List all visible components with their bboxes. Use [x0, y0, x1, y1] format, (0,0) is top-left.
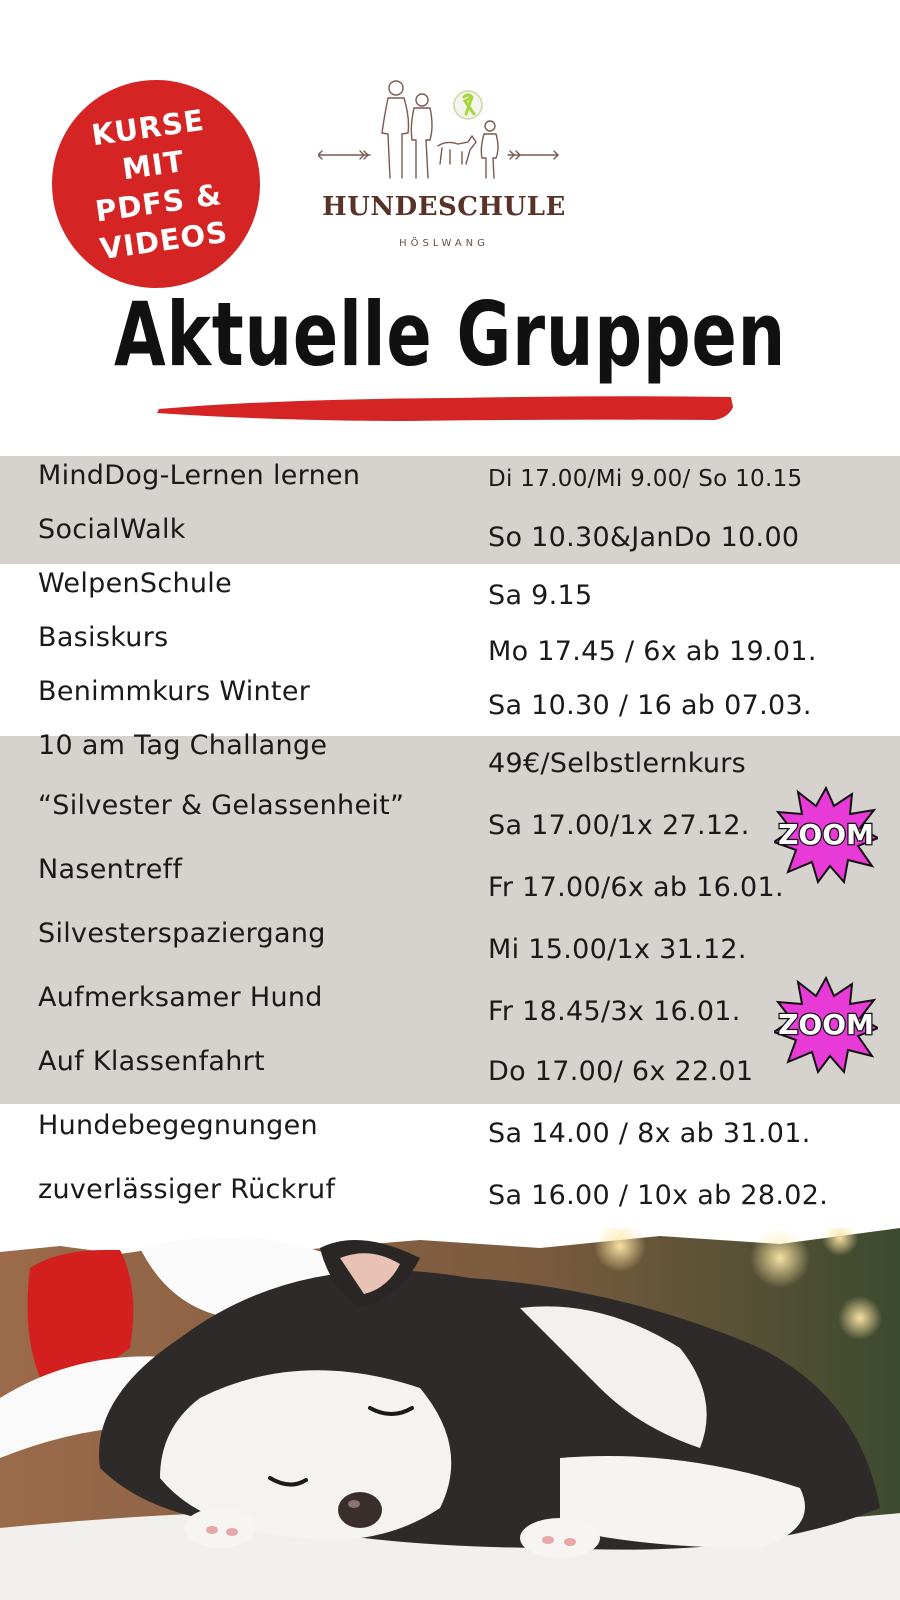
course-time: Mo 17.45 / 6x ab 19.01. — [488, 636, 817, 667]
course-name: WelpenSchule — [38, 568, 233, 599]
course-name: Auf Klassenfahrt — [38, 1046, 265, 1077]
course-time: Sa 17.00/1x 27.12. — [488, 810, 750, 841]
logo-name: HUNDESCHULE — [322, 192, 566, 222]
course-name: SocialWalk — [38, 514, 186, 545]
course-name: Nasentreff — [38, 854, 183, 885]
zoom-burst-icon — [774, 976, 878, 1074]
course-name: zuverlässiger Rückruf — [38, 1174, 336, 1205]
course-time: 49€/Selbstlernkurs — [488, 748, 747, 779]
course-time: Fr 17.00/6x ab 16.01. — [488, 872, 784, 903]
zoom-burst-icon — [774, 786, 878, 884]
page-title: Aktuelle Gruppen — [113, 283, 787, 386]
sleeping-husky-puppy-image — [0, 1228, 900, 1600]
green-ribbon-icon — [454, 91, 482, 119]
brush-stroke-underline — [155, 393, 735, 427]
course-time: Do 17.00/ 6x 22.01 — [488, 1056, 754, 1087]
zoom-label: ZOOM — [778, 818, 874, 851]
course-time: Sa 10.30 / 16 ab 07.03. — [488, 690, 812, 721]
course-badge — [39, 67, 274, 302]
badge-line: PDFS & — [93, 177, 225, 229]
course-time: So 10.30&JanDo 10.00 — [488, 522, 800, 553]
course-name: 10 am Tag Challange — [38, 730, 328, 761]
badge-line: VIDEOS — [97, 214, 231, 267]
family-with-dog-icon — [318, 78, 570, 188]
logo-subtitle: HÖSLWANG — [399, 238, 489, 249]
course-name: Benimmkurs Winter — [38, 676, 311, 707]
logo — [318, 78, 570, 258]
course-name: “Silvester & Gelassenheit” — [38, 790, 405, 821]
course-time: Sa 9.15 — [488, 580, 593, 611]
badge-line: MIT — [120, 144, 187, 187]
badge-line: KURSE — [89, 102, 207, 153]
course-time: Sa 14.00 / 8x ab 31.01. — [488, 1118, 811, 1149]
course-time: Sa 16.00 / 10x ab 28.02. — [488, 1180, 829, 1211]
course-time: Mi 15.00/1x 31.12. — [488, 934, 747, 965]
course-name: Aufmerksamer Hund — [38, 982, 323, 1013]
course-name: MindDog-Lernen lernen — [38, 460, 361, 491]
course-name: Hundebegegnungen — [38, 1110, 318, 1141]
course-name: Basiskurs — [38, 622, 169, 653]
course-name: Silvesterspaziergang — [38, 918, 326, 949]
zoom-label: ZOOM — [778, 1008, 874, 1041]
course-time: Fr 18.45/3x 16.01. — [488, 996, 741, 1027]
course-time: Di 17.00/Mi 9.00/ So 10.15 — [488, 466, 803, 492]
